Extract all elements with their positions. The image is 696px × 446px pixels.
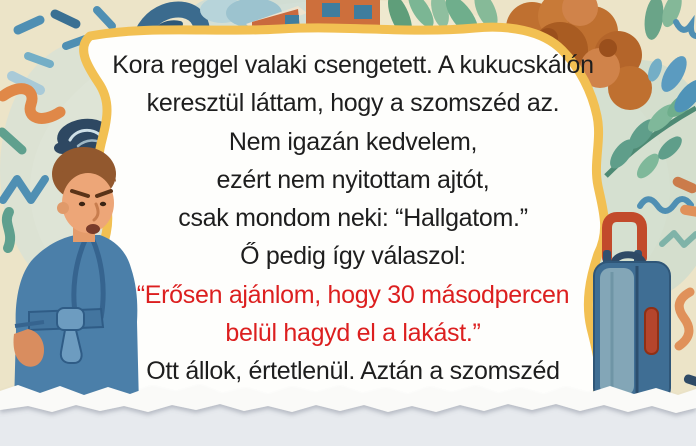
torn-paper-edge	[0, 385, 696, 446]
story-line: ezért nem nyitottam ajtót,	[216, 165, 490, 194]
story-text-block	[62, 46, 644, 391]
story-line-highlight: “Erősen ajánlom, hogy 30 másodpercen	[136, 280, 570, 309]
story-line: keresztül láttam, hogy a szomszéd az.	[146, 89, 560, 118]
story-line: Ott állok, értetlenül. Aztán a szomszéd	[146, 357, 560, 386]
story-line-highlight: belül hagyd el a lakást.”	[225, 319, 481, 348]
story-line: Nem igazán kedvelem,	[228, 127, 478, 156]
story-line: csak mondom neki: “Hallgatom.”	[178, 204, 528, 233]
story-line: Ő pedig így válaszol:	[240, 242, 466, 271]
story-line: Kora reggel valaki csengetett. A kukucskálón	[112, 51, 594, 79]
